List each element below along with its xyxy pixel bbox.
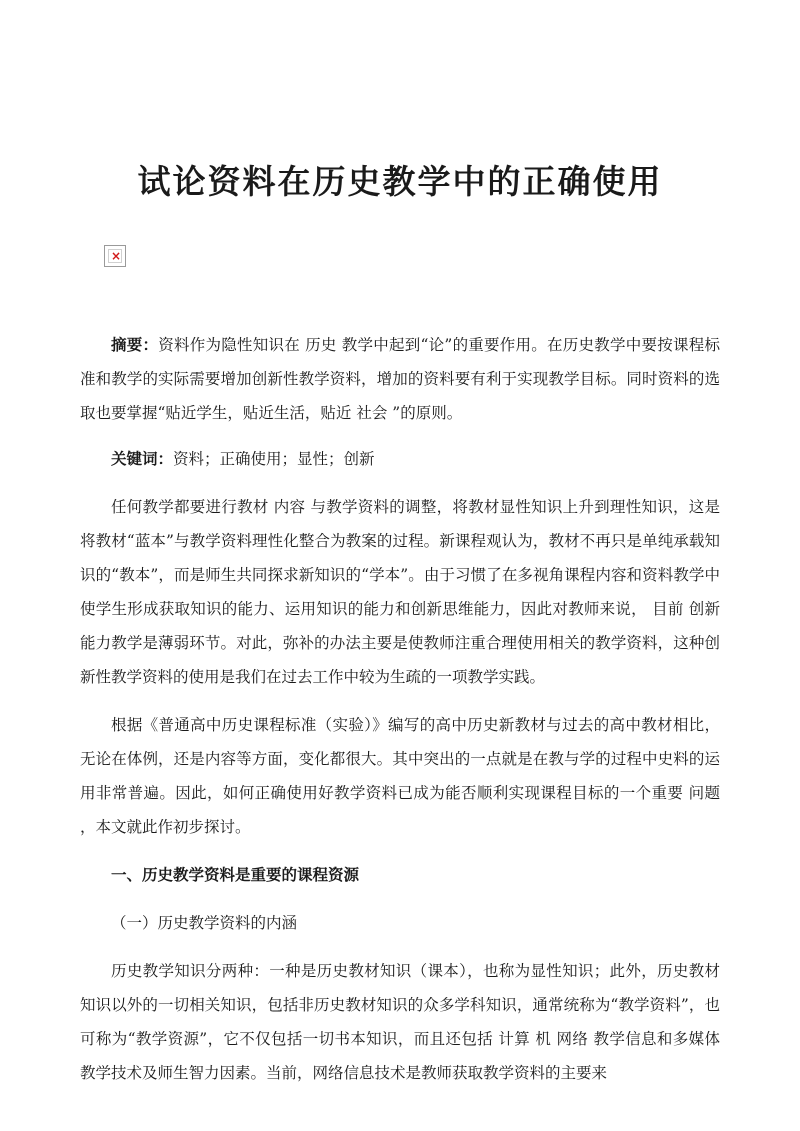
abstract-label: 摘要： bbox=[111, 335, 159, 354]
document-title: 试论资料在历史教学中的正确使用 bbox=[137, 162, 663, 201]
subsection-heading: （一）历史教学资料的内涵 bbox=[111, 914, 298, 932]
section-heading: 一、历史教学资料是重要的课程资源 bbox=[111, 865, 360, 884]
abstract-text: 资料作为隐性知识在 历史 教学中起到“论”的重要作用。在历史教学中要按课程标准和教学的实际需要增加创新性教学资料，增加的资料要有利于实现教学目标。同时资料的选取也要掌握“贴近学生，贴近生活，贴近 社会 ”的原则。 bbox=[80, 336, 720, 422]
body-paragraph-3: 历史教学知识分两种：一种是历史教材知识（课本），也称为显性知识；此外，历史教材知识以外的一切相关知识，包括非历史教材知识的众多学科知识，通常统称为“教学资料”，也可称为“教学资源”，它不仅包括一切书本知识，而且还包括 计算 机 网络 教学信息和多媒体教学技术及师生智力因素。当前，网络信息技术是教师获取教学资料的主要来 bbox=[80, 962, 720, 1082]
abstract-paragraph bbox=[80, 328, 720, 430]
keywords-label: 关键词： bbox=[111, 449, 174, 468]
broken-image-x: × bbox=[111, 249, 122, 263]
body-paragraph-1: 任何教学都要进行教材 内容 与教学资料的调整，将教材显性知识上升到理性知识，这是将教材“蓝本”与教学资料理性化整合为教案的过程。新课程观认为，教材不再只是单纯承载知识的“教本”，而是师生共同探求新知识的“学本”。由于习惯了在多视角课程内容和资料教学中使学生形成获取知识的能力、运用知识的能力和创新思维能力，因此对教师来说， 目前 创新能力教学是薄弱环节。对此，弥补的办法主要是使教师注重合理使用相关的教学资料，这种创新性教学资料的使用是我们在过去工作中较为生疏的一项教学实践。 bbox=[80, 498, 720, 686]
keywords-paragraph bbox=[80, 442, 720, 476]
document-body bbox=[80, 328, 720, 1090]
keywords-text: 资料；正确使用；显性；创新 bbox=[173, 450, 375, 468]
broken-image-icon bbox=[104, 245, 126, 267]
body-paragraph-2: 根据《普通高中历史课程标准（实验）》编写的高中历史新教材与过去的高中教材相比，无论在体例，还是内容等方面，变化都很大。其中突出的一点就是在教与学的过程中史料的运用非常普遍。因此，如何正确使用好教学资料已成为能否顺利实现课程目标的一个重要 问题 ，本文就此作初步探讨。 bbox=[80, 716, 720, 836]
